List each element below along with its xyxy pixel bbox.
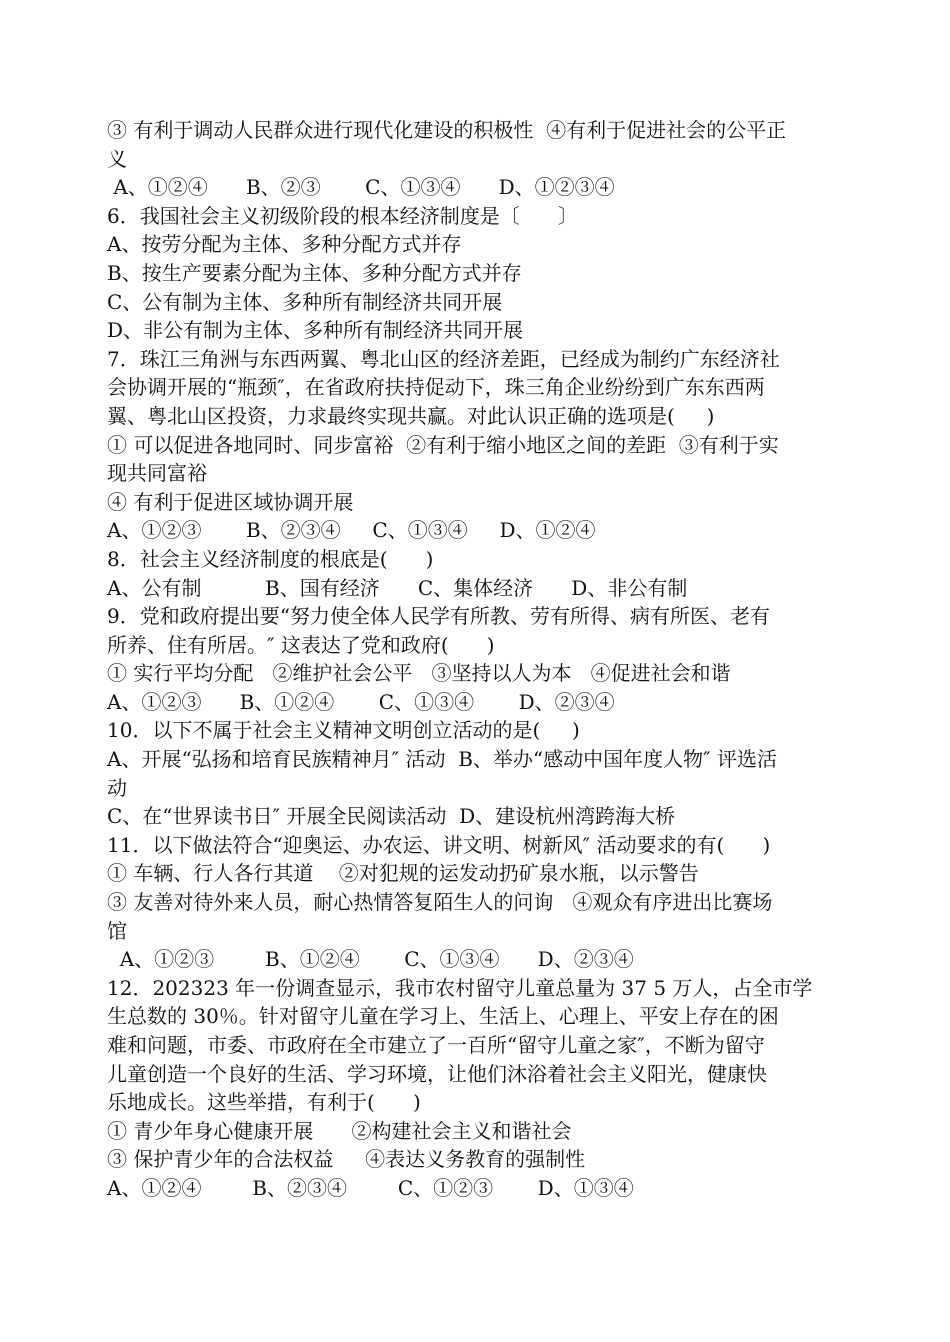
answer-options: A、公有制 B、国有经济 C、集体经济 D、非公有制 [107,575,688,600]
statement-list: ① 车辆、行人各行其道 ②对犯规的运发动扔矿泉水瓶，以示警告 [107,861,699,886]
option-ab: A、开展“弘扬和培育民族精神月″ 活动 B、举办“感动中国年度人物″ 评选活 [107,747,777,772]
text-line: 现共同富裕 [107,461,207,486]
text-line: 馆 [107,918,127,943]
statement-list: ④ 有利于促进区域协调开展 [107,489,354,514]
statement-list: ① 可以促进各地同时、同步富裕 ②有利于缩小地区之间的差距 ③有利于实 [107,432,779,457]
statement-list: ③ 友善对待外来人员，耐心热情答复陌生人的问询 ④观众有序进出比赛场 [107,890,773,915]
question-12: 12．202323 年一份调查显示，我市农村留守儿童总量为 37 5 万人，占全市学 [107,975,813,1000]
answer-options: A、①②④ B、②③④ C、①②③ D、①③④ [107,1175,634,1200]
question-11: 11．以下做法符合“迎奥运、办农运、讲文明、树新风″ 活动要求的有( ) [107,832,771,857]
document-body [107,116,847,1203]
answer-options: A、①②③ B、①②④ C、①③④ D、②③④ [107,689,615,714]
statement-list: ③ 保护青少年的合法权益 ④表达义务教育的强制性 [107,1147,586,1172]
answer-options: A、①②③ B、①②④ C、①③④ D、②③④ [107,947,634,972]
answer-options: A、①②③ B、②③④ C、①③④ D、①②④ [107,518,596,543]
question-8: 8．社会主义经济制度的根底是( ) [107,546,434,571]
text-line: 所养、住有所居。″ 这表达了党和政府( ) [107,632,495,657]
statement-list: ① 实行平均分配 ②维护社会公平 ③坚持以人为本 ④促进社会和谐 [107,661,731,686]
option-a: A、按劳分配为主体、多种分配方式并存 [107,232,462,257]
statement-list: ① 青少年身心健康开展 ②构建社会主义和谐社会 [107,1118,572,1143]
text-line: 会协调开展的“瓶颈″，在省政府扶持促动下，珠三角企业纷纷到广东东西两 [107,375,765,400]
text-line: 难和问题，市委、市政府在全市建立了一百所“留守儿童之家″，不断为留守 [107,1033,765,1057]
text-line: 动 [107,775,127,800]
text-line: 乐地成长。这些举措，有利于( ) [107,1090,421,1115]
question-10: 10．以下不属于社会主义精神文明创立活动的是( ) [107,718,580,743]
answer-options: A、①②④ B、②③ C、①③④ D、①②③④ [107,175,615,200]
option-cd: C、在“世界读书日″ 开展全民阅读活动 D、建设杭州湾跨海大桥 [107,804,676,829]
text-line: ③ 有利于调动人民群众进行现代化建设的积极性 ④有利于促进社会的公平正 [107,118,787,142]
option-d: D、非公有制为主体、多种所有制经济共同开展 [107,318,524,343]
option-c: C、公有制为主体、多种所有制经济共同开展 [107,289,503,314]
text-line: 翼、粤北山区投资，力求最终实现共赢。对此认识正确的选项是( ) [107,403,715,428]
question-7: 7．珠江三角洲与东西两翼、粤北山区的经济差距，已经成为制约广东经济社 [107,346,780,371]
question-6: 6．我国社会主义初级阶段的根本经济制度是〔 〕 [107,203,578,228]
text-line: 义 [107,146,127,171]
option-b: B、按生产要素分配为主体、多种分配方式并存 [107,260,522,285]
text-line: 生总数的 30％。针对留守儿童在学习上、生活上、心理上、平安上存在的困 [107,1004,779,1029]
text-line: 儿童创造一个良好的生活、学习环境，让他们沐浴着社会主义阳光，健康快 [107,1061,767,1086]
question-9: 9．党和政府提出要“努力使全体人民学有所教、劳有所得、病有所医、老有 [107,604,770,629]
